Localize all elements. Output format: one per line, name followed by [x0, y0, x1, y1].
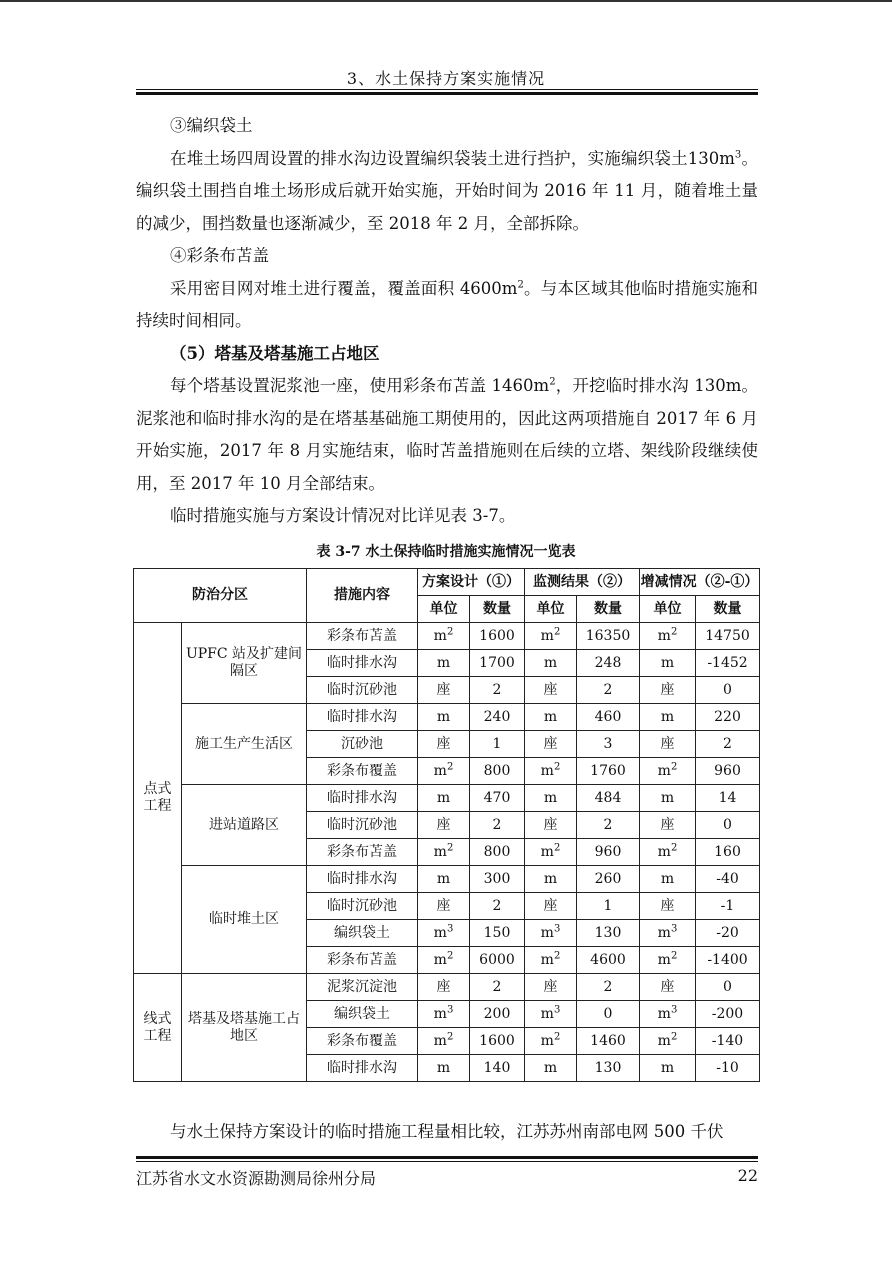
unit-cell [418, 947, 470, 974]
unit-text: m [433, 762, 447, 779]
unit-text: m [436, 789, 451, 806]
unit-cell [640, 1028, 696, 1055]
measure-cell: 临时排水沟 [307, 1055, 418, 1082]
unit-cell [525, 650, 577, 677]
unit-cell [418, 623, 470, 650]
unit-text: 座 [660, 735, 675, 752]
quantity-cell: 0 [577, 1001, 640, 1028]
measure-cell: 沉砂池 [307, 731, 418, 758]
unit-text: 座 [436, 816, 451, 833]
unit-cell [525, 812, 577, 839]
footer-organization: 江苏省水文水资源勘测局徐州分局 [136, 1169, 377, 1188]
unit-cell [640, 893, 696, 920]
measure-cell: 彩条布覆盖 [307, 758, 418, 785]
header-rule-thin [136, 89, 758, 90]
unit-cell [418, 1055, 470, 1082]
header-change: 增减情况（②-①） [640, 569, 760, 596]
unit-text: m [657, 762, 671, 779]
header-zone: 防治分区 [134, 569, 307, 623]
unit-exponent: 2 [553, 841, 561, 853]
measure-cell: 临时排水沟 [307, 650, 418, 677]
header-measure: 措施内容 [307, 569, 418, 623]
paragraph-table-ref: 临时措施实施与方案设计情况对比详见表 3-7。 [170, 506, 516, 525]
quantity-cell: -1452 [696, 650, 760, 677]
quantity-cell: 130 [577, 920, 640, 947]
unit-text: m [540, 843, 554, 860]
group-label: 线式工程 [134, 974, 182, 1082]
unit-text: m [657, 924, 671, 941]
unit-text: 座 [543, 681, 558, 698]
quantity-cell: 14750 [696, 623, 760, 650]
table-row [134, 974, 760, 1001]
footer-rule-thick [136, 1156, 758, 1159]
unit-cell [525, 839, 577, 866]
unit-text: 座 [543, 897, 558, 914]
subzone-label: 进站道路区 [182, 785, 307, 866]
quantity-cell: 6000 [470, 947, 525, 974]
unit-exponent: 2 [446, 760, 454, 772]
page-number: 22 [737, 1166, 758, 1185]
unit-cell [525, 1055, 577, 1082]
quantity-cell: 1 [470, 731, 525, 758]
header-unit: 单位 [418, 596, 470, 623]
unit-cell [640, 974, 696, 1001]
header-qty: 数量 [577, 596, 640, 623]
paragraph-comparison: 与水土保持方案设计的临时措施工程量相比较，江苏苏州南部电网 500 千伏 [170, 1122, 724, 1141]
unit-cell [418, 866, 470, 893]
unit-exponent: 2 [670, 949, 678, 961]
unit-cell [418, 650, 470, 677]
unit-cell [418, 812, 470, 839]
quantity-cell: 1600 [470, 623, 525, 650]
unit-exponent: 3 [670, 1003, 678, 1015]
unit-cell [418, 839, 470, 866]
header-rule-thick [136, 92, 758, 95]
quantity-cell: 2 [470, 974, 525, 1001]
table-body [134, 623, 760, 1082]
unit-cell [525, 893, 577, 920]
unit-exponent: 2 [670, 1030, 678, 1042]
unit-cell [640, 1055, 696, 1082]
unit-cell [525, 677, 577, 704]
measure-cell: 泥浆沉淀池 [307, 974, 418, 1001]
unit-cell [418, 893, 470, 920]
unit-cell [525, 1001, 577, 1028]
quantity-cell: 240 [470, 704, 525, 731]
quantity-cell: 2 [470, 677, 525, 704]
unit-text: m [540, 1005, 554, 1022]
unit-text: 座 [543, 978, 558, 995]
quantity-cell: 460 [577, 704, 640, 731]
unit-text: m [543, 654, 558, 671]
unit-text: m [657, 843, 671, 860]
measure-cell: 彩条布覆盖 [307, 1028, 418, 1055]
unit-text: 座 [660, 897, 675, 914]
quantity-cell: 150 [470, 920, 525, 947]
unit-text: m [433, 627, 447, 644]
unit-text: m [660, 654, 675, 671]
body-text [136, 110, 758, 533]
quantity-cell: 248 [577, 650, 640, 677]
unit-cell [640, 812, 696, 839]
quantity-cell: 16350 [577, 623, 640, 650]
table-row [134, 623, 760, 650]
subzone-label: 施工生产生活区 [182, 704, 307, 785]
unit-exponent: 2 [670, 760, 678, 772]
unit-cell [525, 974, 577, 1001]
unit-exponent: 2 [553, 1030, 561, 1042]
quantity-cell: -1 [696, 893, 760, 920]
unit-text: m [657, 1032, 671, 1049]
unit-exponent: 2 [446, 1030, 454, 1042]
group-label: 点式工程 [134, 623, 182, 974]
quantity-cell: -40 [696, 866, 760, 893]
unit-text: m [543, 870, 558, 887]
quantity-cell: 14 [696, 785, 760, 812]
unit-cell [640, 1001, 696, 1028]
header-monitor: 监测结果（②） [525, 569, 640, 596]
quantity-cell: 470 [470, 785, 525, 812]
unit-text: m [660, 870, 675, 887]
unit-text: m [436, 708, 451, 725]
unit-text: 座 [436, 681, 451, 698]
unit-cell [525, 866, 577, 893]
unit-exponent: 3 [670, 922, 678, 934]
quantity-cell: 0 [696, 974, 760, 1001]
quantity-cell: 220 [696, 704, 760, 731]
unit-exponent: 2 [446, 841, 454, 853]
unit-cell [640, 866, 696, 893]
unit-text: m [540, 1032, 554, 1049]
paragraph-tarp: 采用密目网对堆土进行覆盖，覆盖面积 $4600m^2$。与本区域其他临时措施实施和持续时间相同。 [136, 278, 758, 330]
table-row [134, 704, 760, 731]
page-header-title: 3、水土保持方案实施情况 [346, 69, 546, 88]
measure-cell: 彩条布苫盖 [307, 947, 418, 974]
unit-cell [525, 758, 577, 785]
quantity-cell: 1460 [577, 1028, 640, 1055]
header-unit: 单位 [640, 596, 696, 623]
quantity-cell: 2 [470, 812, 525, 839]
unit-cell [418, 731, 470, 758]
table-row [134, 866, 760, 893]
unit-text: m [543, 708, 558, 725]
quantity-cell: 160 [696, 839, 760, 866]
unit-cell [418, 704, 470, 731]
unit-exponent: 3 [446, 1003, 454, 1015]
quantity-cell: 800 [470, 839, 525, 866]
unit-text: 座 [436, 897, 451, 914]
unit-exponent: 2 [670, 625, 678, 637]
header-design: 方案设计（①） [418, 569, 525, 596]
quantity-cell: 1760 [577, 758, 640, 785]
measure-cell: 临时排水沟 [307, 785, 418, 812]
unit-cell [640, 758, 696, 785]
quantity-cell: 2 [577, 812, 640, 839]
quantity-cell: 130 [577, 1055, 640, 1082]
subzone-label: 塔基及塔基施工占地区 [182, 974, 307, 1082]
quantity-cell: 960 [577, 839, 640, 866]
unit-text: 座 [543, 735, 558, 752]
header-qty: 数量 [470, 596, 525, 623]
unit-text: m [657, 1005, 671, 1022]
quantity-cell: 2 [696, 731, 760, 758]
paragraph-tower: 每个塔基设置泥浆池一座，使用彩条布苫盖 $1460m^2$，开挖临时排水沟 130m。泥浆池和临时排水沟的是在塔基基础施工期使用的，因此这两项措施自 2017 年 6 月开始实施，2017 年 8 月实施结束，临时苫盖措施则在后续的立塔、架线阶段继续使用，至 2017 年 10 月全部结束。 [136, 376, 758, 493]
quantity-cell: 260 [577, 866, 640, 893]
unit-exponent: 3 [553, 922, 561, 934]
unit-text: m [540, 762, 554, 779]
measure-cell: 临时沉砂池 [307, 812, 418, 839]
table-row [134, 785, 760, 812]
measure-cell: 临时排水沟 [307, 704, 418, 731]
unit-text: m [433, 843, 447, 860]
unit-exponent: 3 [553, 1003, 561, 1015]
subzone-label: UPFC 站及扩建间隔区 [182, 623, 307, 704]
quantity-cell: 2 [470, 893, 525, 920]
unit-text: m [433, 924, 447, 941]
unit-text: 座 [436, 735, 451, 752]
quantity-cell: -140 [696, 1028, 760, 1055]
quantity-cell: 300 [470, 866, 525, 893]
measure-cell: 临时沉砂池 [307, 893, 418, 920]
unit-cell [640, 650, 696, 677]
unit-cell [418, 974, 470, 1001]
unit-text: m [660, 789, 675, 806]
unit-cell [525, 623, 577, 650]
unit-cell [640, 947, 696, 974]
unit-cell [418, 758, 470, 785]
unit-cell [640, 623, 696, 650]
item-tarp-heading: ④彩条布苫盖 [170, 246, 269, 265]
unit-exponent: 3 [446, 922, 454, 934]
unit-text: 座 [543, 816, 558, 833]
unit-cell [640, 731, 696, 758]
unit-text: m [540, 627, 554, 644]
unit-text: m [433, 1005, 447, 1022]
unit-text: m [543, 789, 558, 806]
unit-text: m [433, 951, 447, 968]
measure-cell: 彩条布苫盖 [307, 623, 418, 650]
header-qty: 数量 [696, 596, 760, 623]
quantity-cell: 1600 [470, 1028, 525, 1055]
unit-cell [525, 947, 577, 974]
unit-exponent: 2 [446, 625, 454, 637]
quantity-cell: 0 [696, 677, 760, 704]
quantity-cell: 1 [577, 893, 640, 920]
table-caption: 表 3-7 水土保持临时措施实施情况一览表 [316, 544, 576, 560]
footer-rule-thin [136, 1161, 758, 1162]
quantity-cell: -20 [696, 920, 760, 947]
quantity-cell: 3 [577, 731, 640, 758]
unit-text: 座 [660, 816, 675, 833]
unit-text: m [543, 1059, 558, 1076]
unit-text: m [433, 1032, 447, 1049]
quantity-cell: 484 [577, 785, 640, 812]
unit-text: 座 [660, 681, 675, 698]
unit-cell [640, 920, 696, 947]
quantity-cell: -1400 [696, 947, 760, 974]
quantity-cell: -10 [696, 1055, 760, 1082]
unit-cell [640, 785, 696, 812]
unit-text: m [436, 654, 451, 671]
unit-text: m [660, 1059, 675, 1076]
unit-text: m [657, 627, 671, 644]
unit-text: 座 [436, 978, 451, 995]
unit-exponent: 2 [446, 949, 454, 961]
unit-cell [525, 1028, 577, 1055]
unit-text: m [436, 1059, 451, 1076]
measure-cell: 编织袋土 [307, 920, 418, 947]
header-unit: 单位 [525, 596, 577, 623]
page-top-border [0, 0, 892, 2]
paragraph-woven-bag: 在堆土场四周设置的排水沟边设置编织袋装土进行挡护，实施编织袋土$130m^3$。编织袋土围挡自堆土场形成后就开始实施，开始时间为 2016 年 11 月，随着堆土量的减少，围挡数量也逐渐减少，至 2018 年 2 月，全部拆除。 [136, 148, 758, 233]
measure-cell: 临时排水沟 [307, 866, 418, 893]
unit-cell [640, 704, 696, 731]
unit-text: m [436, 870, 451, 887]
unit-cell [418, 785, 470, 812]
unit-cell [525, 731, 577, 758]
unit-exponent: 2 [553, 949, 561, 961]
unit-text: m [540, 951, 554, 968]
item-woven-bag-heading: ③编织袋土 [170, 116, 253, 135]
quantity-cell: 0 [696, 812, 760, 839]
quantity-cell: 1700 [470, 650, 525, 677]
measure-cell: 临时沉砂池 [307, 677, 418, 704]
unit-cell [525, 920, 577, 947]
unit-text: m [660, 708, 675, 725]
quantity-cell: 2 [577, 677, 640, 704]
measure-cell: 编织袋土 [307, 1001, 418, 1028]
unit-cell [418, 1028, 470, 1055]
quantity-cell: 2 [577, 974, 640, 1001]
quantity-cell: 4600 [577, 947, 640, 974]
quantity-cell: -200 [696, 1001, 760, 1028]
unit-cell [525, 704, 577, 731]
quantity-cell: 960 [696, 758, 760, 785]
unit-cell [418, 920, 470, 947]
unit-cell [525, 785, 577, 812]
unit-exponent: 2 [553, 625, 561, 637]
section-heading-tower: （5）塔基及塔基施工占地区 [170, 343, 380, 363]
unit-text: m [657, 951, 671, 968]
subzone-label: 临时堆土区 [182, 866, 307, 974]
quantity-cell: 200 [470, 1001, 525, 1028]
quantity-cell: 140 [470, 1055, 525, 1082]
unit-cell [640, 839, 696, 866]
unit-cell [418, 1001, 470, 1028]
unit-cell [418, 677, 470, 704]
quantity-cell: 800 [470, 758, 525, 785]
unit-text: 座 [660, 978, 675, 995]
unit-cell [640, 677, 696, 704]
unit-text: m [540, 924, 554, 941]
unit-exponent: 2 [553, 760, 561, 772]
measures-table [133, 568, 760, 1082]
measure-cell: 彩条布苫盖 [307, 839, 418, 866]
unit-exponent: 2 [670, 841, 678, 853]
